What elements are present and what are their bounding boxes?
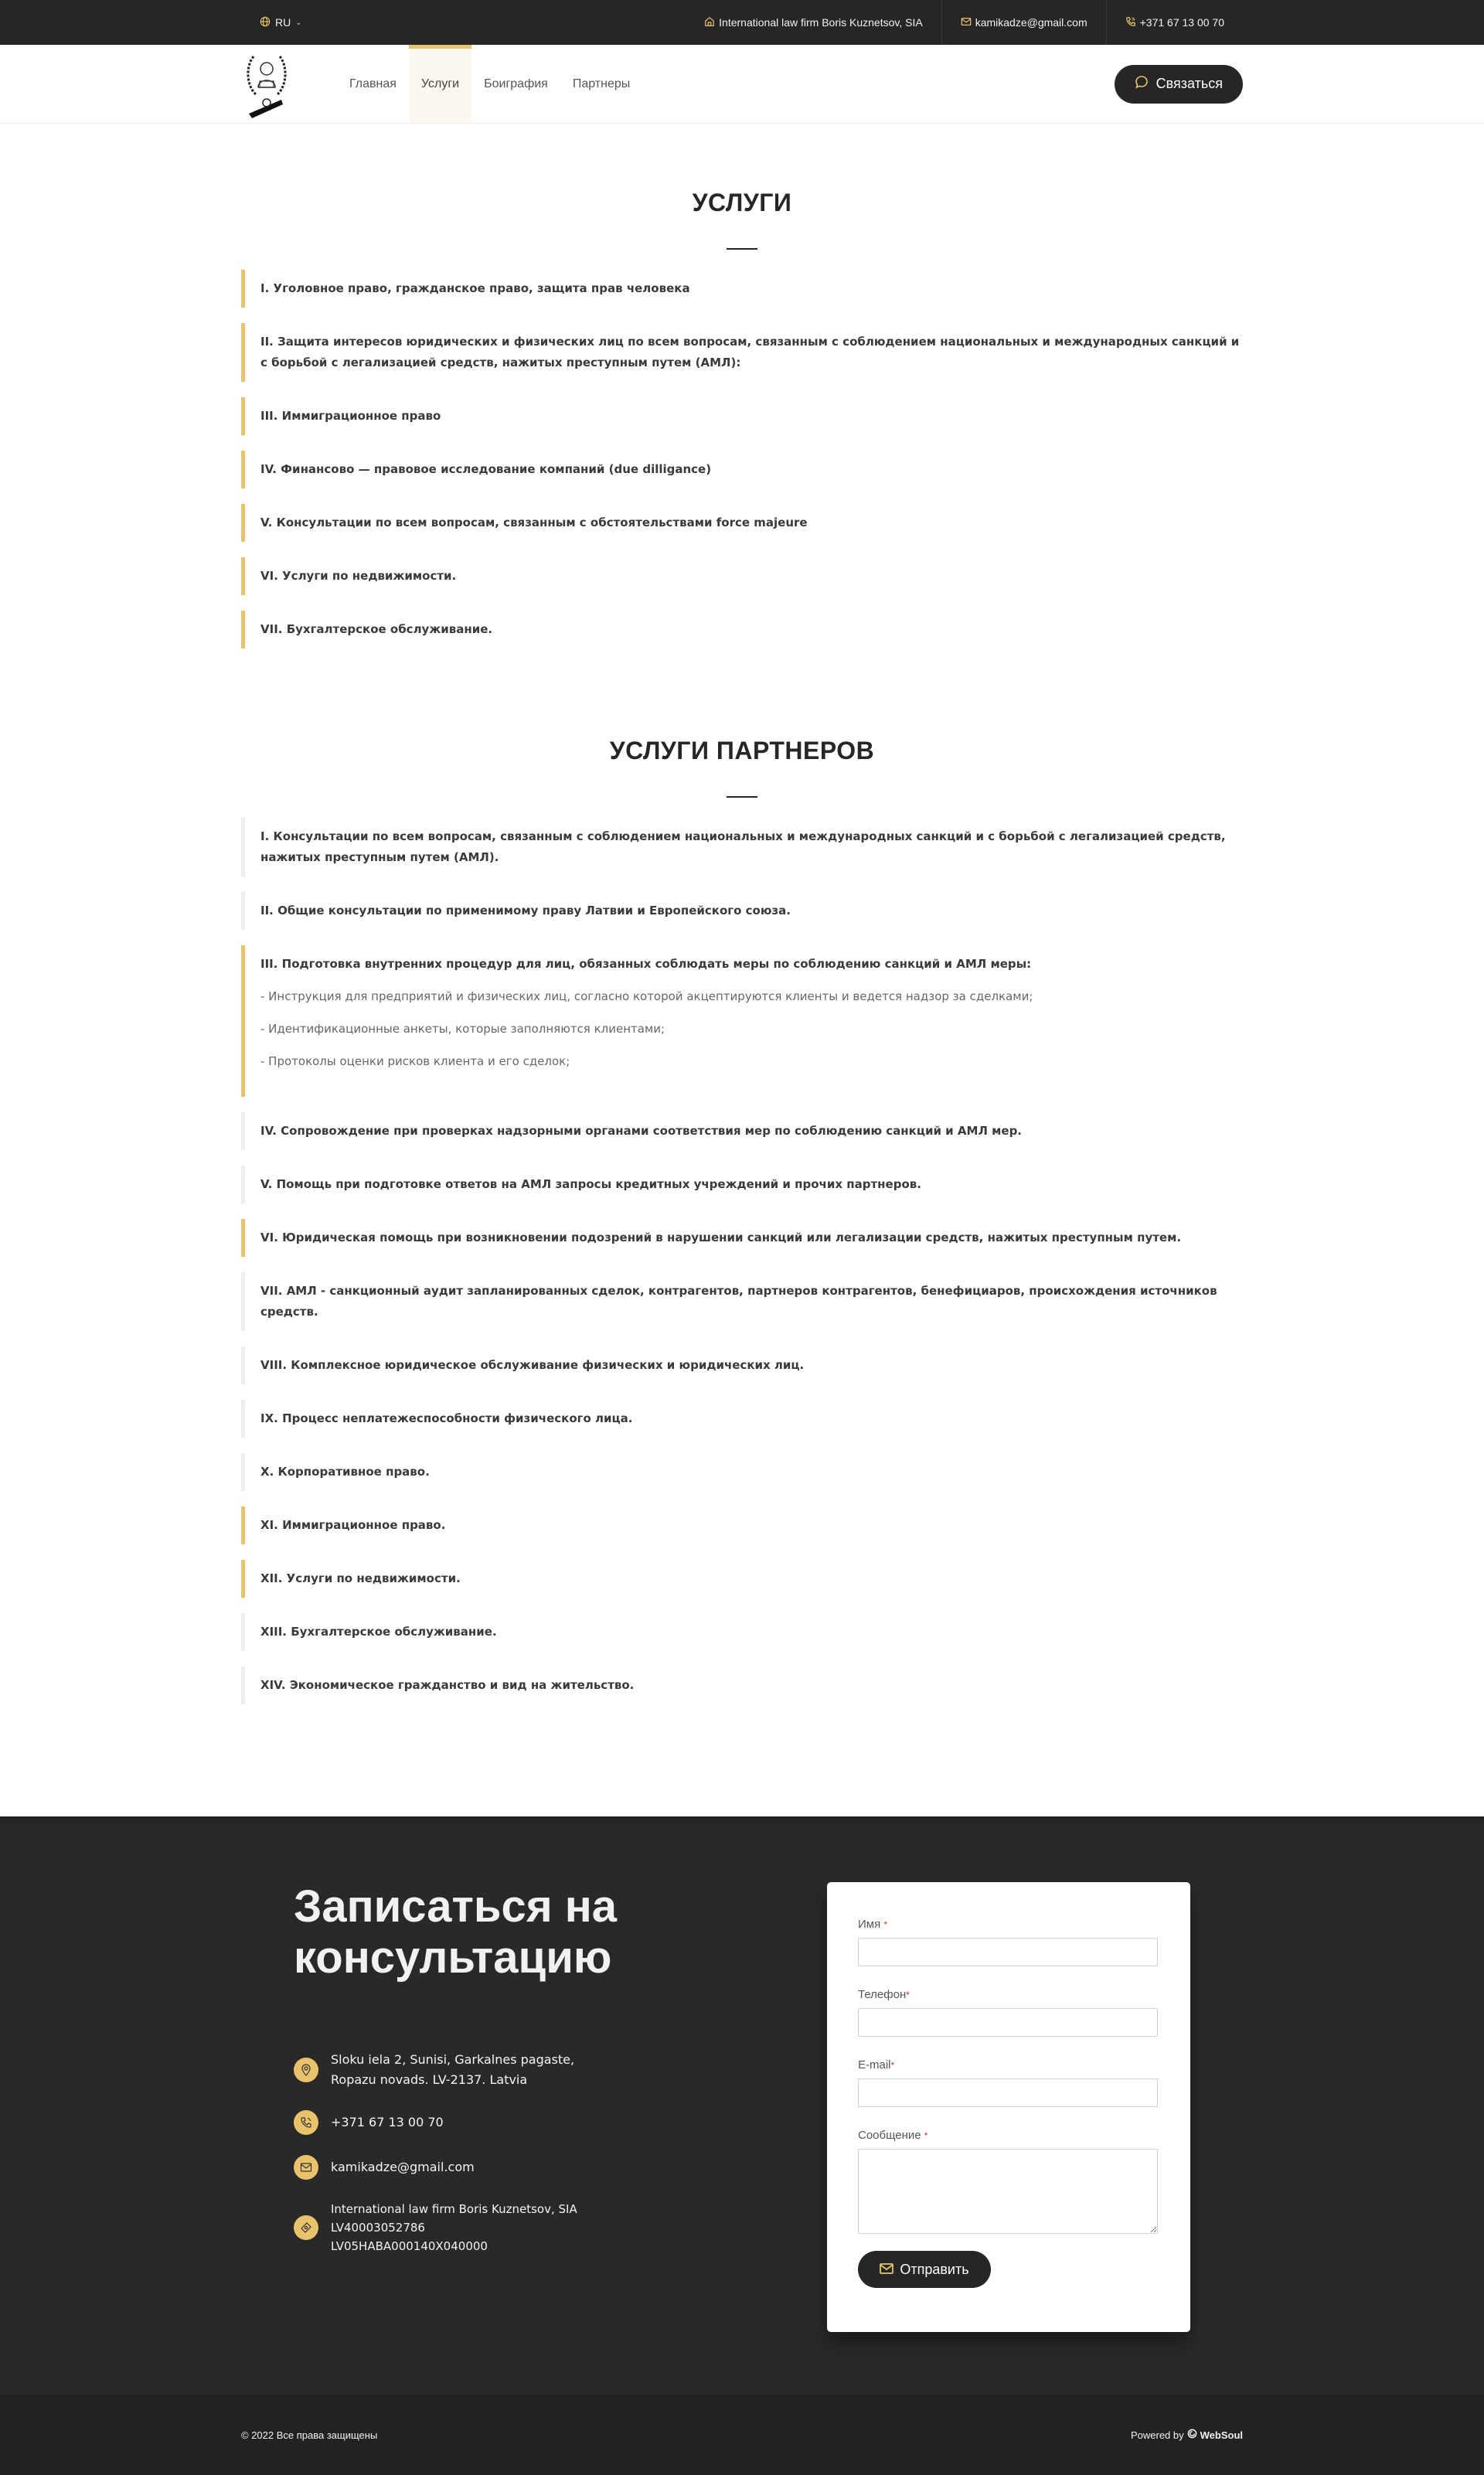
phone-icon xyxy=(294,2110,318,2135)
top-company: International law firm Boris Kuznetsov, SIA xyxy=(686,0,941,45)
service-item: II. Защита интересов юридических и физических лиц по всем вопросам, связанным с соблюдением национальных и международных санкций и с борьбой с легализацией средств, нажитых преступным путем (АМЛ): xyxy=(241,323,1243,382)
address-row: Sloku iela 2, Sunisi, Garkalnes pagaste, Ropazu novads. LV-2137. Latvia xyxy=(294,2050,680,2090)
consultation-form xyxy=(827,1882,1190,2332)
partner-service-item: XII. Услуги по недвижимости. xyxy=(241,1560,1243,1598)
footer xyxy=(0,2395,1484,2475)
service-item: IV. Финансово — правовое исследование компаний (due dilligance) xyxy=(241,451,1243,489)
company-details-row: International law firm Boris Kuznetsov, SIA LV40003052786 LV05HABA000140X040000 xyxy=(294,2200,680,2255)
partner-service-item: II. Общие консультации по применимому праву Латвии и Европейского союза. xyxy=(241,892,1243,930)
partner-service-heading: III. Подготовка внутренних процедур для лиц, обязанных соблюдать меры по соблюдению санкций и АМЛ меры: xyxy=(260,957,1032,971)
service-item: I. Уголовное право, гражданское право, защита прав человека xyxy=(241,270,1243,308)
envelope-icon xyxy=(880,2262,893,2278)
top-email-link[interactable]: kamikadze@gmail.com xyxy=(941,0,1106,45)
partner-services-title: УСЛУГИ ПАРТНЕРОВ xyxy=(609,737,875,764)
partner-service-item: IX. Процесс неплатежеспособности физического лица. xyxy=(241,1400,1243,1438)
top-bar xyxy=(0,0,1484,45)
partner-service-item: XIV. Экономическое гражданство и вид на жительство. xyxy=(241,1666,1243,1704)
partner-service-item: VIII. Комплексное юридическое обслуживание физических и юридических лиц. xyxy=(241,1346,1243,1384)
email-label: E-mail* xyxy=(858,2058,895,2072)
contact-section xyxy=(0,1816,1484,2395)
title-divider xyxy=(727,796,757,798)
partner-service-item: IV. Сопровождение при проверках надзорными органами соответствия мер по соблюдению санкций и АМЛ мер. xyxy=(241,1112,1243,1150)
money-icon xyxy=(294,2215,318,2240)
title-divider xyxy=(727,248,757,250)
logo[interactable] xyxy=(241,49,292,120)
message-field[interactable] xyxy=(858,2149,1158,2234)
partner-service-item: VII. АМЛ - санкционный аудит запланированных сделок, контрагентов, партнеров контрагентов, бенефициаров, происхождения источников средств. xyxy=(241,1272,1243,1331)
nav-item-biography[interactable]: Боиграфия xyxy=(484,77,548,90)
phone-field[interactable] xyxy=(858,2008,1158,2037)
phone-icon xyxy=(1125,16,1136,29)
globe-icon xyxy=(260,16,271,29)
websoul-logo-icon xyxy=(1187,2429,1197,2441)
home-icon xyxy=(704,16,715,29)
partner-service-item: XIII. Бухгалтерское обслуживание. xyxy=(241,1613,1243,1651)
email-field[interactable] xyxy=(858,2078,1158,2107)
mail-icon xyxy=(961,16,972,29)
partner-services-list xyxy=(241,818,1243,1704)
contact-info-list xyxy=(294,2050,680,2255)
service-item: III. Иммиграционное право xyxy=(241,397,1243,435)
services-list xyxy=(241,270,1243,649)
language-selector[interactable] xyxy=(241,16,302,29)
nav-item-services[interactable]: Услуги xyxy=(409,45,471,123)
partner-service-item: I. Консультации по всем вопросам, связанным с соблюдением национальных и международных санкций и с борьбой с легализацией средств, нажитых преступным путем (АМЛ). xyxy=(241,818,1243,877)
powered-by-link[interactable]: Powered by WebSoul xyxy=(1130,2429,1243,2441)
partner-service-item: X. Корпоративное право. xyxy=(241,1453,1243,1491)
partner-service-item: XI. Иммиграционное право. xyxy=(241,1506,1243,1544)
contact-button[interactable]: Связаться xyxy=(1115,65,1243,104)
partner-service-subitem: - Инструкция для предприятий и физических лиц, согласно которой акцептируются клиенты и ведется надзор за сделками; xyxy=(260,989,1033,1003)
partner-service-item: VI. Юридическая помощь при возникновении подозрений в нарушении санкций или легализации средств, нажитых преступным путем. xyxy=(241,1219,1243,1257)
partner-service-item xyxy=(241,945,1243,1097)
nav-item-partners[interactable]: Партнеры xyxy=(572,77,631,90)
top-phone-link[interactable]: +371 67 13 00 70 xyxy=(1106,0,1243,45)
copyright: © 2022 Все права защищены xyxy=(241,2429,378,2441)
partner-service-subitem: - Идентификационные анкеты, которые заполняются клиентами; xyxy=(260,1022,665,1036)
services-title: УСЛУГИ xyxy=(692,189,792,216)
phone-row[interactable]: +371 67 13 00 70 xyxy=(294,2110,680,2135)
nav-menu xyxy=(337,45,642,123)
main-nav xyxy=(0,45,1484,124)
location-pin-icon xyxy=(294,2058,318,2082)
service-item: VII. Бухгалтерское обслуживание. xyxy=(241,611,1243,649)
name-field[interactable] xyxy=(858,1938,1158,1966)
partner-service-item: V. Помощь при подготовке ответов на АМЛ запросы кредитных учреждений и прочих партнеров. xyxy=(241,1166,1243,1203)
service-item: VI. Услуги по недвижимости. xyxy=(241,557,1243,595)
services-section xyxy=(241,124,1243,649)
contact-title: Записаться на консультацию xyxy=(294,1881,618,1983)
language-label: RU xyxy=(275,16,291,29)
submit-button[interactable]: Отправить xyxy=(858,2251,991,2288)
service-item: V. Консультации по всем вопросам, связанным с обстоятельствами force majeure xyxy=(241,504,1243,542)
nav-item-home[interactable]: Главная xyxy=(349,77,397,90)
message-label: Сообщение * xyxy=(858,2129,928,2142)
chat-bubble-icon xyxy=(1135,75,1149,93)
partner-services-section xyxy=(241,664,1243,1704)
phone-label: Телефон* xyxy=(858,1988,910,2001)
mail-icon xyxy=(294,2155,318,2180)
name-label: Имя * xyxy=(858,1918,888,1931)
email-row[interactable]: kamikadze@gmail.com xyxy=(294,2155,680,2180)
logo-emblem-icon xyxy=(241,49,292,120)
partner-service-subitem: - Протоколы оценки рисков клиента и его сделок; xyxy=(260,1054,570,1068)
chevron-down-icon: ⌄ xyxy=(295,18,302,27)
